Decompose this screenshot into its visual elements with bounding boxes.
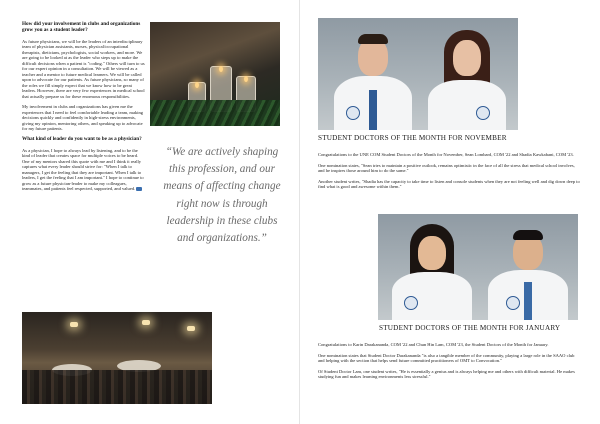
answer-paragraph-3 bbox=[22, 148, 146, 192]
candle-flame bbox=[195, 82, 199, 88]
answer-paragraph-2: My involvement in clubs and organizations has given me the experiences that I need to feel comfortable leading a team, making decisions quickly and confidently in high-stress environments, giving my opinion, mentoring others, and speaking up to advocate for my future patients. bbox=[22, 104, 144, 132]
candle-flame bbox=[219, 66, 223, 72]
school-patch-icon bbox=[346, 106, 360, 120]
hair bbox=[358, 34, 388, 44]
november-paragraph-2: One nomination states, "Sean tries to maintain a positive outlook, remains optimistic in the face of all the stress that medical school involves, and he inspires those around him to do the same." bbox=[318, 162, 575, 174]
necktie bbox=[369, 90, 377, 130]
hair bbox=[513, 230, 543, 240]
student-doctor-portrait-right bbox=[426, 18, 508, 130]
question-heading-2: What kind of leader do you want to be as a physician? bbox=[22, 135, 142, 142]
january-section-title: STUDENT DOCTORS OF THE MONTH FOR JANUARY bbox=[379, 324, 561, 332]
november-doctors-photo bbox=[318, 18, 518, 130]
candle-flame bbox=[244, 76, 248, 82]
white-coat bbox=[392, 272, 472, 320]
left-article-column bbox=[22, 22, 146, 197]
november-paragraph-1: Congratulations to the UNE COM Student Doctors of the Month for November, Sean Lombard, COM '22 and Shadia Kawkabani, COM '23. bbox=[318, 152, 574, 157]
end-mark-icon bbox=[136, 187, 142, 191]
november-paragraph-3: Another student writes, "Shadia has the capacity to take time to listen and console students when they are not feeling well and dig down deep to find what is good and awesome within them." bbox=[318, 178, 580, 190]
november-article bbox=[318, 152, 580, 195]
white-coat bbox=[428, 80, 506, 130]
banquet-hall-photo bbox=[22, 312, 212, 404]
student-doctor-portrait-right bbox=[486, 214, 570, 320]
january-paragraph-2: One nomination states that Student Doctor Darakananda "is also a tangible member of the community, playing a large role in the SAAO club and helping with the section that helps send future committed practitioners of OMT to Convocation." bbox=[318, 352, 575, 364]
january-doctors-photo bbox=[378, 214, 578, 320]
pine-garland bbox=[150, 100, 280, 126]
ceiling-light bbox=[187, 326, 195, 331]
answer-paragraph-1: As future physicians, we will be the leaders of an interdisciplinary team of physician assistants, nurses, physical/occupational therapists, dieticians, psychologists, social workers, and more. We are going to be looked at as the leader who steps up to make the difficult decisions when a patient is "coding." Others will turn to us for our expert opinion in a consultation. We will be viewed as a teacher and a mentor to future medical learners. We will be called upon to advocate for our patients. As future physicians, so many of the roles we fill simply expect that we know how to be great leaders. However, there are very few experiences in medical school that actually prepare us for these enormous responsibilities. bbox=[22, 38, 145, 99]
crowd-silhouettes bbox=[22, 370, 212, 404]
student-doctor-portrait-left bbox=[332, 18, 414, 130]
student-doctor-portrait-left bbox=[390, 214, 474, 320]
answer-paragraph-3-text: As a physician, I hope to always lead by listening, and to be the kind of leader that creates space for multiple voices to be heard. One of my mentors shared this quote with me and I think it really captures what every leader should strive for: "When I talk to managers, I get the feeling that they are important. When I talk to leaders, I get the feeling that I am important." I hope to continue to grow as a future physician-leader to make my colleagues, teammates, and patients feel respected, supported, and valued. bbox=[22, 147, 144, 192]
january-article bbox=[318, 342, 580, 385]
january-paragraph-1: Congratulations to Karin Darakananda, COM '22 and Chun Hin Lam, COM '23, the Student Doctors of the Month for January. bbox=[318, 342, 549, 347]
school-patch-icon bbox=[404, 296, 418, 310]
pull-quote: “We are actively shaping this profession, and our means of affecting change right now is through leadership in these clubs and organizations.” bbox=[163, 146, 281, 245]
question-heading-1: How did your involvement in clubs and organizations grow you as a student leader? bbox=[22, 21, 141, 33]
page-gutter bbox=[299, 0, 300, 424]
face bbox=[418, 236, 446, 270]
ceiling-light bbox=[70, 322, 78, 327]
january-paragraph-3: Of Student Doctor Lam, one student writes, "He is essentially a genius and is always helping me and others with difficult material. He makes studying fun and makes learning environments less stressful." bbox=[318, 368, 575, 380]
face bbox=[453, 40, 481, 76]
school-patch-icon bbox=[506, 296, 520, 310]
necktie bbox=[524, 282, 532, 320]
november-section-title: STUDENT DOCTORS OF THE MONTH FOR NOVEMBER bbox=[318, 134, 507, 142]
ceiling-light bbox=[142, 320, 150, 325]
school-patch-icon bbox=[476, 106, 490, 120]
candles-centerpiece-photo bbox=[150, 22, 280, 126]
